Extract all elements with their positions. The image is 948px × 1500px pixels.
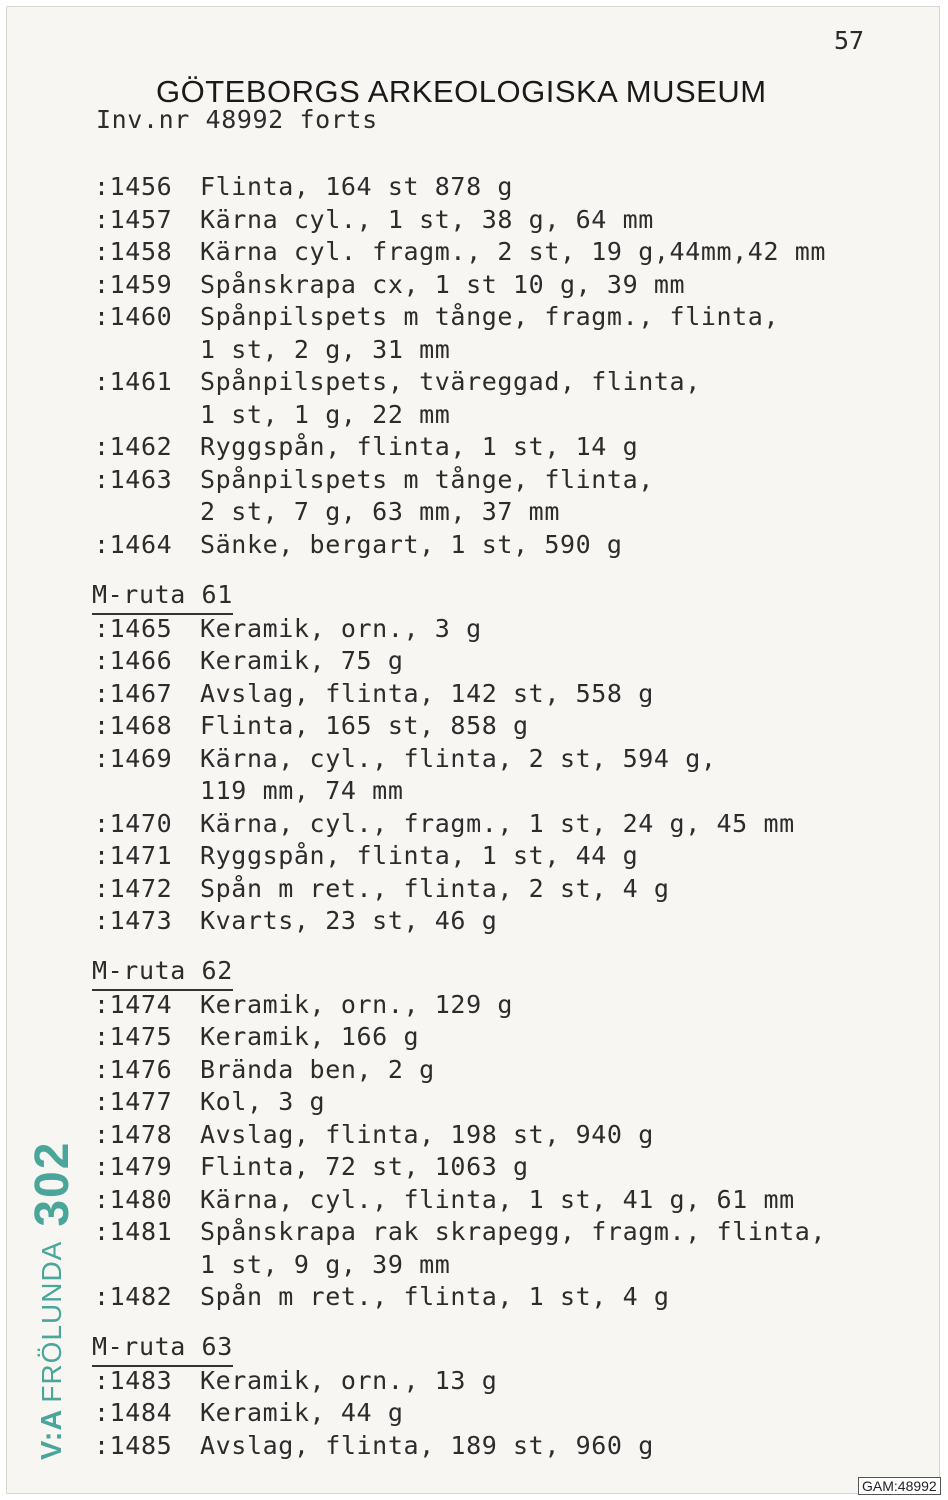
entry-row: :1471 Ryggspån, flinta, 1 st, 44 g	[94, 841, 639, 870]
entry-row: :1472 Spån m ret., flinta, 2 st, 4 g	[94, 874, 670, 903]
stamp-prefix: V:A	[35, 1408, 68, 1460]
entry-row: :1484 Keramik, 44 g	[94, 1398, 404, 1427]
entry-row: :1470 Kärna, cyl., fragm., 1 st, 24 g, 45 mm	[94, 809, 795, 838]
entry-row: :1457 Kärna cyl., 1 st, 38 g, 64 mm	[94, 205, 654, 234]
entry-continuation: 1 st, 9 g, 39 mm	[200, 1250, 451, 1279]
entry-row: :1473 Kvarts, 23 st, 46 g	[94, 906, 498, 935]
section-heading-63: M-ruta 63	[92, 1332, 233, 1367]
entry-row: :1481 Spånskrapa rak skrapegg, fragm., flinta,	[94, 1217, 827, 1246]
entry-row: :1456 Flinta, 164 st 878 g	[94, 172, 514, 201]
entry-row: :1463 Spånpilspets m tånge, flinta,	[94, 465, 654, 494]
museum-header: GÖTEBORGS ARKEOLOGISKA MUSEUM	[156, 74, 767, 109]
entry-continuation: 1 st, 2 g, 31 mm	[200, 335, 451, 364]
entry-row: :1468 Flinta, 165 st, 858 g	[94, 711, 529, 740]
entry-row: :1478 Avslag, flinta, 198 st, 940 g	[94, 1120, 654, 1149]
entry-row: :1467 Avslag, flinta, 142 st, 558 g	[94, 679, 654, 708]
entry-row: :1479 Flinta, 72 st, 1063 g	[94, 1152, 529, 1181]
entry-row: :1477 Kol, 3 g	[94, 1087, 326, 1116]
entry-row: :1469 Kärna, cyl., flinta, 2 st, 594 g,	[94, 744, 717, 773]
site-stamp	[22, 1070, 82, 1460]
entry-row: :1460 Spånpilspets m tånge, fragm., flinta,	[94, 302, 780, 331]
entry-continuation: 119 mm, 74 mm	[200, 776, 404, 805]
section-heading-61: M-ruta 61	[92, 580, 233, 615]
entry-continuation: 1 st, 1 g, 22 mm	[200, 400, 451, 429]
entry-row: :1458 Kärna cyl. fragm., 2 st, 19 g,44mm,42 mm	[94, 237, 827, 266]
section-heading-62: M-ruta 62	[92, 956, 233, 991]
catalog-badge: GAM:48992	[858, 1477, 941, 1495]
stamp-place: FRÖLUNDA	[36, 1240, 67, 1403]
entry-row: :1475 Keramik, 166 g	[94, 1022, 420, 1051]
entry-row: :1461 Spånpilspets, tväreggad, flinta,	[94, 367, 701, 396]
page-number: 57	[834, 26, 865, 55]
entry-row: :1483 Keramik, orn., 13 g	[94, 1366, 498, 1395]
entry-row: :1464 Sänke, bergart, 1 st, 590 g	[94, 530, 623, 559]
entry-row: :1462 Ryggspån, flinta, 1 st, 14 g	[94, 432, 639, 461]
entry-row: :1480 Kärna, cyl., flinta, 1 st, 41 g, 61 mm	[94, 1185, 795, 1214]
entry-row: :1482 Spån m ret., flinta, 1 st, 4 g	[94, 1282, 670, 1311]
entry-continuation: 2 st, 7 g, 63 mm, 37 mm	[200, 497, 560, 526]
entry-row: :1474 Keramik, orn., 129 g	[94, 990, 514, 1019]
entry-row: :1476 Brända ben, 2 g	[94, 1055, 435, 1084]
entry-row: :1466 Keramik, 75 g	[94, 646, 404, 675]
inventory-number: Inv.nr 48992 forts	[96, 105, 378, 134]
entry-row: :1465 Keramik, orn., 3 g	[94, 614, 482, 643]
entry-row: :1459 Spånskrapa cx, 1 st 10 g, 39 mm	[94, 270, 686, 299]
stamp-code: 302	[25, 1140, 79, 1227]
entry-row: :1485 Avslag, flinta, 189 st, 960 g	[94, 1431, 654, 1460]
